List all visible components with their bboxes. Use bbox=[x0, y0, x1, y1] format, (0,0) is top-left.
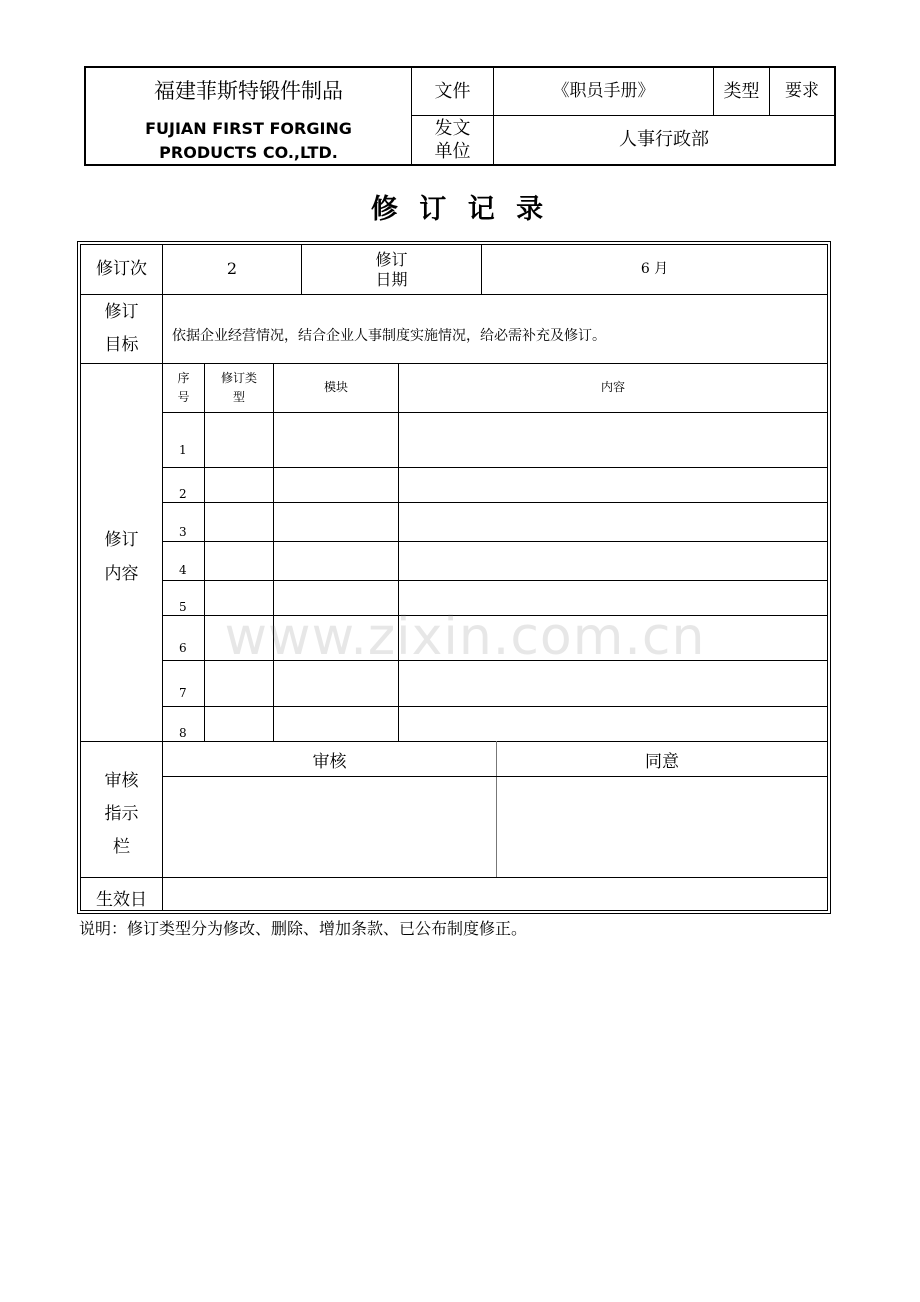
revision-goal-value: 依据企业经营情况，结合企业人事制度实施情况，给必需补充及修订。 bbox=[172, 327, 606, 344]
row-number: 7 bbox=[179, 686, 187, 700]
review-field[interactable] bbox=[163, 777, 496, 877]
revision-content-label: 修订 内容 bbox=[104, 530, 139, 584]
column-header-module: 模块 bbox=[323, 380, 348, 395]
agree-field[interactable] bbox=[497, 777, 827, 877]
row-number: 2 bbox=[179, 487, 187, 501]
row-number: 5 bbox=[179, 600, 187, 614]
footnote: 说明：修订类型分为修改、删除、增加条款、已公布制度修正。 bbox=[79, 919, 528, 938]
revision-count-label: 修订次 bbox=[96, 259, 147, 280]
approval-label: 审核 指示 栏 bbox=[104, 770, 139, 858]
row-number: 3 bbox=[179, 525, 187, 539]
effective-date-field[interactable] bbox=[163, 878, 827, 910]
revision-date-label: 修订 日期 bbox=[375, 249, 408, 289]
effective-date-label: 生效日 bbox=[96, 890, 147, 911]
page-title: 修 订 记 录 bbox=[370, 194, 550, 226]
file-value: 《职员手册》 bbox=[552, 81, 655, 102]
company-name-cn: 福建菲斯特锻件制品 bbox=[154, 79, 343, 104]
review-header: 审核 bbox=[312, 751, 347, 772]
company-name-en-line1: FUJIAN FIRST FORGING bbox=[145, 118, 352, 138]
revision-goal-label: 修订 目标 bbox=[104, 301, 139, 355]
column-header-content: 内容 bbox=[600, 380, 625, 395]
type-value: 要求 bbox=[785, 81, 819, 102]
revision-date-value: 6 月 bbox=[640, 261, 669, 278]
row-number: 4 bbox=[179, 563, 187, 577]
column-header-seq: 序 号 bbox=[177, 370, 190, 404]
row-number: 1 bbox=[179, 443, 187, 457]
column-header-type: 修订类 型 bbox=[220, 370, 257, 404]
company-name-en-line2: PRODUCTS CO.,LTD. bbox=[159, 142, 338, 162]
type-label: 类型 bbox=[723, 80, 760, 102]
revision-count-value: 2 bbox=[226, 259, 238, 279]
issuer-label: 发文 单位 bbox=[434, 117, 471, 162]
agree-header: 同意 bbox=[645, 751, 679, 772]
row-number: 6 bbox=[179, 641, 187, 655]
issuer-value: 人事行政部 bbox=[619, 129, 709, 151]
row-number: 8 bbox=[179, 726, 187, 740]
file-label: 文件 bbox=[434, 80, 471, 102]
watermark: www.zixin.com.cn bbox=[224, 607, 706, 667]
